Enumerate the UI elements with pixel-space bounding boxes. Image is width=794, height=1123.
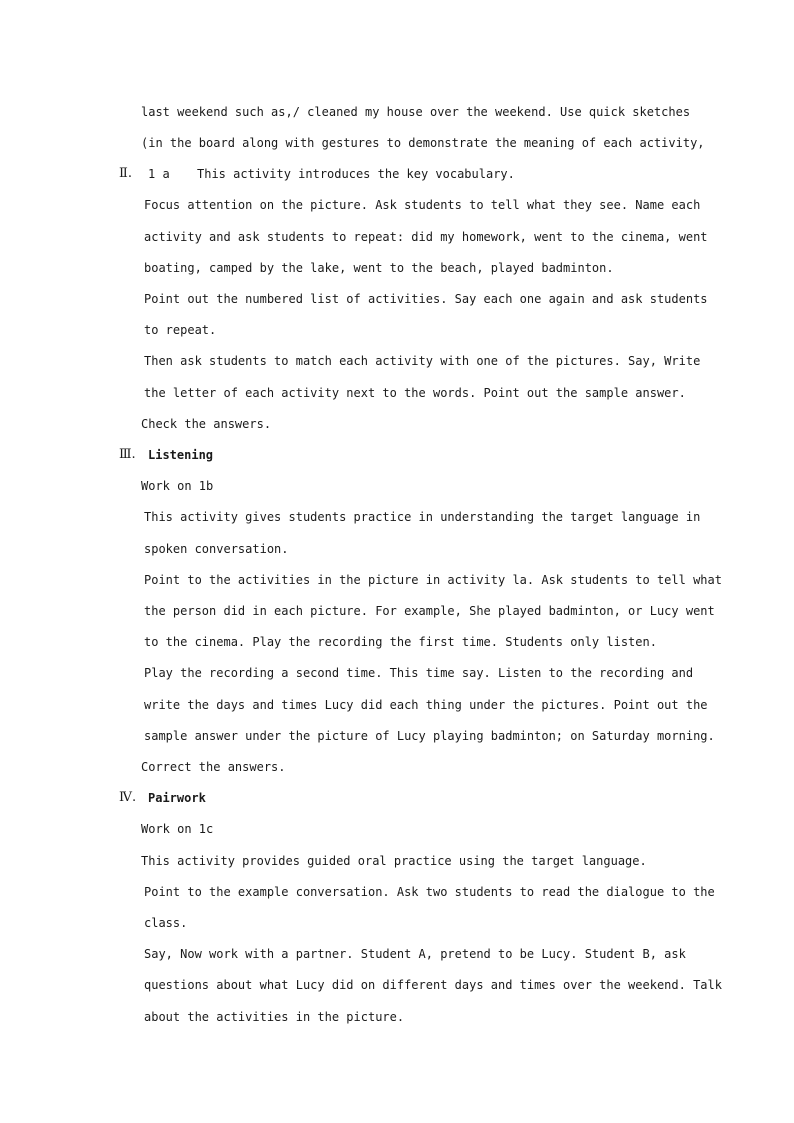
paragraph-line: Point to the example conversation. Ask two students to read the dialogue to the	[144, 885, 715, 899]
paragraph-line: about the activities in the picture.	[144, 1010, 405, 1024]
paragraph-line: write the days and times Lucy did each thing under the pictures. Point out the	[144, 698, 708, 712]
paragraph-line: class.	[144, 916, 188, 930]
section-3-numeral: Ⅲ.	[119, 447, 136, 462]
section-4-title: Pairwork	[148, 791, 206, 805]
section-4-heading	[0, 788, 794, 808]
paragraph-line: Then ask students to match each activity with one of the pictures. Say, Write	[144, 354, 701, 368]
paragraph-line: to repeat.	[144, 323, 217, 337]
section-2-label: 1 a	[148, 167, 170, 181]
paragraph-line: sample answer under the picture of Lucy playing badminton; on Saturday morning.	[144, 729, 715, 743]
paragraph-line: the person did in each picture. For example, She played badminton, or Lucy went	[144, 604, 715, 618]
paragraph-line: Point to the activities in the picture in activity la. Ask students to tell what	[144, 573, 722, 587]
paragraph-line: Focus attention on the picture. Ask students to tell what they see. Name each	[144, 198, 701, 212]
paragraph-line: spoken conversation.	[144, 542, 289, 556]
section-4-numeral: Ⅳ.	[119, 790, 137, 805]
paragraph-line: Say, Now work with a partner. Student A, pretend to be Lucy. Student B, ask	[144, 947, 686, 961]
section-2-numeral: Ⅱ.	[119, 166, 132, 181]
paragraph-line: Check the answers.	[141, 417, 272, 431]
paragraph-line: the letter of each activity next to the words. Point out the sample answer.	[144, 386, 686, 400]
section-3-heading	[0, 445, 794, 465]
paragraph-line: Correct the answers.	[141, 760, 286, 774]
paragraph-line: to the cinema. Play the recording the first time. Students only listen.	[144, 635, 657, 649]
intro-line: last weekend such as,/ cleaned my house over the weekend. Use quick sketches	[141, 105, 691, 119]
paragraph-line: activity and ask students to repeat: did my homework, went to the cinema, went	[144, 230, 708, 244]
paragraph-line: This activity gives students practice in understanding the target language in	[144, 510, 701, 524]
paragraph-line: boating, camped by the lake, went to the beach, played badminton.	[144, 261, 614, 275]
section-4-subtitle: Work on 1c	[141, 822, 214, 836]
paragraph-line: questions about what Lucy did on different days and times over the weekend. Talk	[144, 978, 722, 992]
paragraph-line: Point out the numbered list of activities. Say each one again and ask students	[144, 292, 708, 306]
section-3-subtitle: Work on 1b	[141, 479, 214, 493]
paragraph-line: Play the recording a second time. This time say. Listen to the recording and	[144, 666, 694, 680]
section-2-heading	[0, 164, 794, 184]
section-2-title: This activity introduces the key vocabulary.	[197, 167, 515, 181]
paragraph-line: This activity provides guided oral practice using the target language.	[141, 854, 647, 868]
section-3-title: Listening	[148, 448, 214, 462]
intro-line: (in the board along with gestures to demonstrate the meaning of each activity,	[141, 136, 705, 150]
